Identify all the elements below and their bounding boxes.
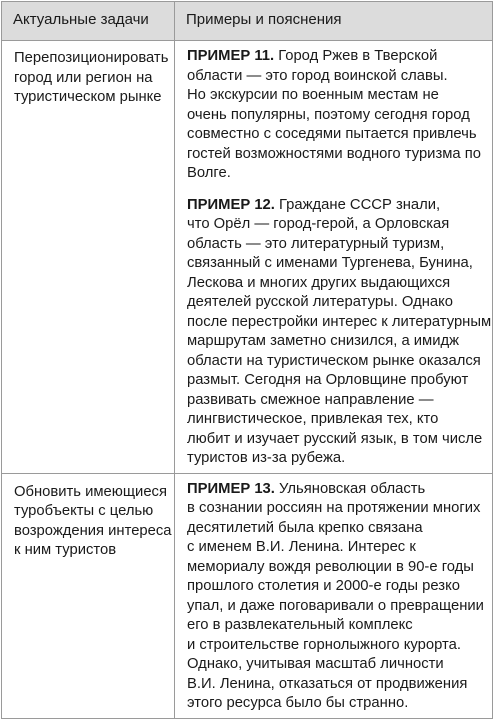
example-text: Однако, учитывая масштаб личности [187, 656, 444, 672]
example-text: Но экскурсии по военным местам не [187, 87, 439, 103]
example-text: и строительстве горнолыжного курорта. [187, 636, 461, 653]
task-cell [2, 473, 175, 718]
example-text: маршрутам заметно снизился, а имидж [187, 333, 460, 349]
header-examples: Примеры и пояснения [175, 2, 493, 41]
task-line: Перепозиционировать [14, 50, 169, 66]
task-line: туристическом рынке [14, 89, 162, 105]
examples-cell [175, 473, 493, 718]
example-text: десятилетий была крепко связана [187, 519, 423, 536]
example-text: Лескова и многих других выдающихся [187, 274, 451, 291]
example-text: развивать смежное направление — [187, 391, 434, 408]
table-row [2, 473, 493, 718]
example-text: Город Ржев в Тверской [274, 48, 438, 64]
example-text: очень популярны, поэтому сегодня город [187, 106, 470, 123]
examples-cell [175, 41, 493, 474]
example-text: область — это литературный туризм, [187, 235, 445, 252]
example-text: этого ресурса было бы странно. [187, 695, 409, 711]
tasks-table [1, 1, 493, 719]
example-text: совместно с соседями пытается привлечь [187, 126, 477, 142]
example-text: с именем В.И. Ленина. Интерес к [187, 539, 416, 555]
example-paragraph [187, 480, 482, 714]
table-header-row [2, 2, 493, 41]
example-text: области на туристическом рынке оказался [187, 352, 481, 369]
example-text: В.И. Ленина, отказаться от продвижения [187, 675, 468, 692]
example-text: лингвистическое, привлекая тех, кто [187, 411, 439, 427]
example-text: Ульяновская область [274, 480, 426, 497]
header-tasks: Актуальные задачи [2, 2, 175, 41]
example-text: любит и изучает русский язык, в том числе [187, 430, 483, 447]
task-line: возрождения интереса [14, 522, 172, 539]
example-text: в сознании россиян на протяжении многих [187, 500, 481, 516]
example-label: ПРИМЕР 11. [187, 48, 275, 64]
example-text: его в развлекательный комплекс [187, 617, 413, 633]
example-text: области — это город воинской славы. [187, 67, 448, 84]
task-cell [2, 41, 175, 474]
example-text: Граждане СССР знали, [274, 196, 441, 213]
task-line: город или регион на [14, 69, 153, 86]
example-text: размыт. Сегодня на Орловщине пробуют [187, 372, 469, 388]
example-label: ПРИМЕР 12. [187, 196, 275, 213]
example-text: деятелей русской литературы. Однако [187, 294, 454, 310]
example-text: что Орёл — город-герой, а Орловская [187, 216, 450, 232]
example-text: связанный с именами Тургенева, Бунина, [187, 255, 473, 271]
example-paragraph [187, 196, 492, 469]
task-line: к ним туристов [14, 542, 117, 558]
example-text: после перестройки интерес к литературным [187, 313, 492, 330]
task-line: туробъекты с целью [14, 503, 154, 519]
example-text: мемориалу вождя революции в 90-е годы [187, 558, 474, 575]
example-label: ПРИМЕР 13. [187, 480, 275, 497]
table-row [2, 41, 493, 474]
example-text: Волге. [187, 165, 231, 181]
task-line: Обновить имеющиеся [14, 483, 167, 500]
example-text: туристов из-за рубежа. [187, 450, 346, 466]
example-text: упал, и даже поговаривали о превращении [187, 597, 484, 614]
example-paragraph [187, 47, 482, 184]
example-text: прошлого столетия и 2000-е годы резко [187, 578, 460, 594]
example-text: гостей возможностями водного туризма по [187, 145, 481, 162]
